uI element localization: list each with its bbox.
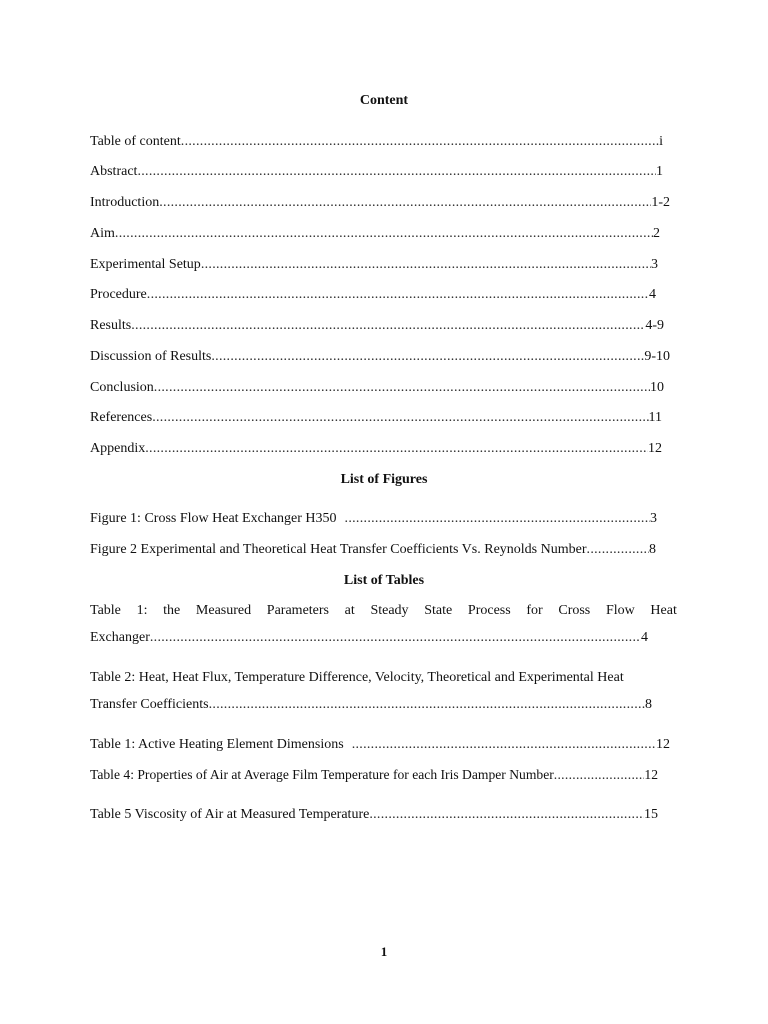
toc-entry-label: Table of content (90, 134, 181, 149)
table-entry-label: Transfer Coefficients (90, 697, 209, 712)
dot-leader (152, 410, 648, 426)
toc-entry (90, 134, 663, 150)
toc-entry-label: Conclusion (90, 380, 154, 395)
figures-heading: List of Figures (340, 472, 428, 487)
table-entry (90, 807, 658, 823)
table-entry-word: Flow (605, 603, 635, 618)
dot-leader (145, 441, 648, 457)
table-entry-word: Table (90, 603, 121, 618)
table-entry-page: 12 (644, 767, 658, 782)
table-entry (90, 630, 648, 646)
toc-entry (90, 164, 663, 180)
toc-entry-label: Introduction (90, 195, 160, 210)
toc-entry-page: 1-2 (651, 195, 670, 210)
tables-heading: List of Tables (343, 573, 425, 588)
toc-entry (90, 195, 670, 211)
dot-leader (587, 542, 649, 558)
toc-entry (90, 226, 660, 242)
table-entry-word: State (424, 603, 453, 618)
table-entry-page: 8 (645, 697, 652, 712)
table-entry-word: for (526, 603, 543, 618)
toc-entry-label: References (90, 410, 153, 425)
table-entry-page: 4 (641, 630, 648, 645)
dot-leader (554, 767, 645, 783)
dot-leader (181, 134, 659, 150)
table-entry-word: Steady (370, 603, 409, 618)
figure-entry-page: 8 (649, 542, 656, 557)
toc-entry-label: Experimental Setup (90, 257, 201, 272)
table-entry-label: Table 1: Active Heating Element Dimensions (90, 737, 344, 752)
table-entry-word: Parameters (266, 603, 329, 618)
toc-entry (90, 287, 656, 303)
table-entry-page: 15 (644, 807, 658, 822)
toc-entry-page: 10 (650, 380, 664, 395)
table-entry-word: Cross (558, 603, 591, 618)
table-entry-word: the (163, 603, 181, 618)
table-entry-label: Table 5 Viscosity of Air at Measured Temperature (90, 807, 370, 822)
table-entry-first-line: Table 2: Heat, Heat Flux, Temperature Difference, Velocity, Theoretical and Experimental Heat (90, 670, 624, 685)
table-entry-word: 1: (136, 603, 148, 618)
toc-entry-page: 4 (649, 287, 656, 302)
toc-entry-label: Procedure (90, 287, 147, 302)
toc-entry-label: Results (90, 318, 132, 333)
dot-leader (131, 318, 645, 334)
table-entry-label: Table 4: Properties of Air at Average Film Temperature for each Iris Damper Number (90, 767, 554, 782)
dot-leader (159, 195, 651, 211)
toc-entry-page: 3 (651, 257, 658, 272)
toc-entry-page: 1 (656, 164, 663, 179)
table-entry (90, 697, 652, 713)
table-entry-page: 12 (656, 737, 670, 752)
figure-entry (90, 511, 657, 527)
figure-entry-label: Figure 1: Cross Flow Heat Exchanger H350 (90, 511, 337, 526)
dot-leader (150, 630, 641, 646)
figure-entry-label: Figure 2 Experimental and Theoretical Heat Transfer Coefficients Vs. Reynolds Number (90, 542, 587, 557)
table-entry-word: Heat (650, 603, 677, 618)
toc-entry (90, 318, 664, 334)
dot-leader (369, 807, 644, 823)
dot-leader (154, 380, 650, 396)
toc-entry-label: Abstract (90, 164, 138, 179)
toc-entry (90, 349, 670, 365)
content-heading: Content (359, 93, 409, 108)
toc-entry (90, 441, 662, 457)
page-number: 1 (380, 944, 388, 959)
toc-entry (90, 410, 662, 426)
dot-leader (147, 287, 649, 303)
toc-entry-label: Appendix (90, 441, 146, 456)
dot-leader (211, 349, 644, 365)
toc-entry (90, 380, 664, 396)
toc-entry-page: 9-10 (644, 349, 670, 364)
toc-entry-page: 11 (648, 410, 662, 425)
table-entry-word: Process (467, 603, 511, 618)
dot-leader (137, 164, 656, 180)
table-entry-word: Measured (195, 603, 252, 618)
table-entry (90, 767, 658, 783)
figure-entry (90, 542, 656, 558)
toc-entry-page: 12 (648, 441, 662, 456)
dot-leader (201, 257, 651, 273)
dot-leader (344, 737, 656, 753)
table-entry-word: at (344, 603, 355, 618)
table-entry (90, 737, 670, 753)
toc-entry-page: i (659, 134, 663, 149)
toc-entry-page: 4-9 (645, 318, 664, 333)
toc-entry-page: 2 (653, 226, 660, 241)
dot-leader (337, 511, 650, 527)
table-entry-label: Exchanger (90, 630, 150, 645)
figure-entry-page: 3 (650, 511, 657, 526)
toc-entry-label: Aim (90, 226, 115, 241)
dot-leader (115, 226, 653, 242)
table-entry-first-line (90, 603, 677, 619)
toc-entry-label: Discussion of Results (90, 349, 212, 364)
toc-entry (90, 257, 658, 273)
dot-leader (209, 697, 645, 713)
